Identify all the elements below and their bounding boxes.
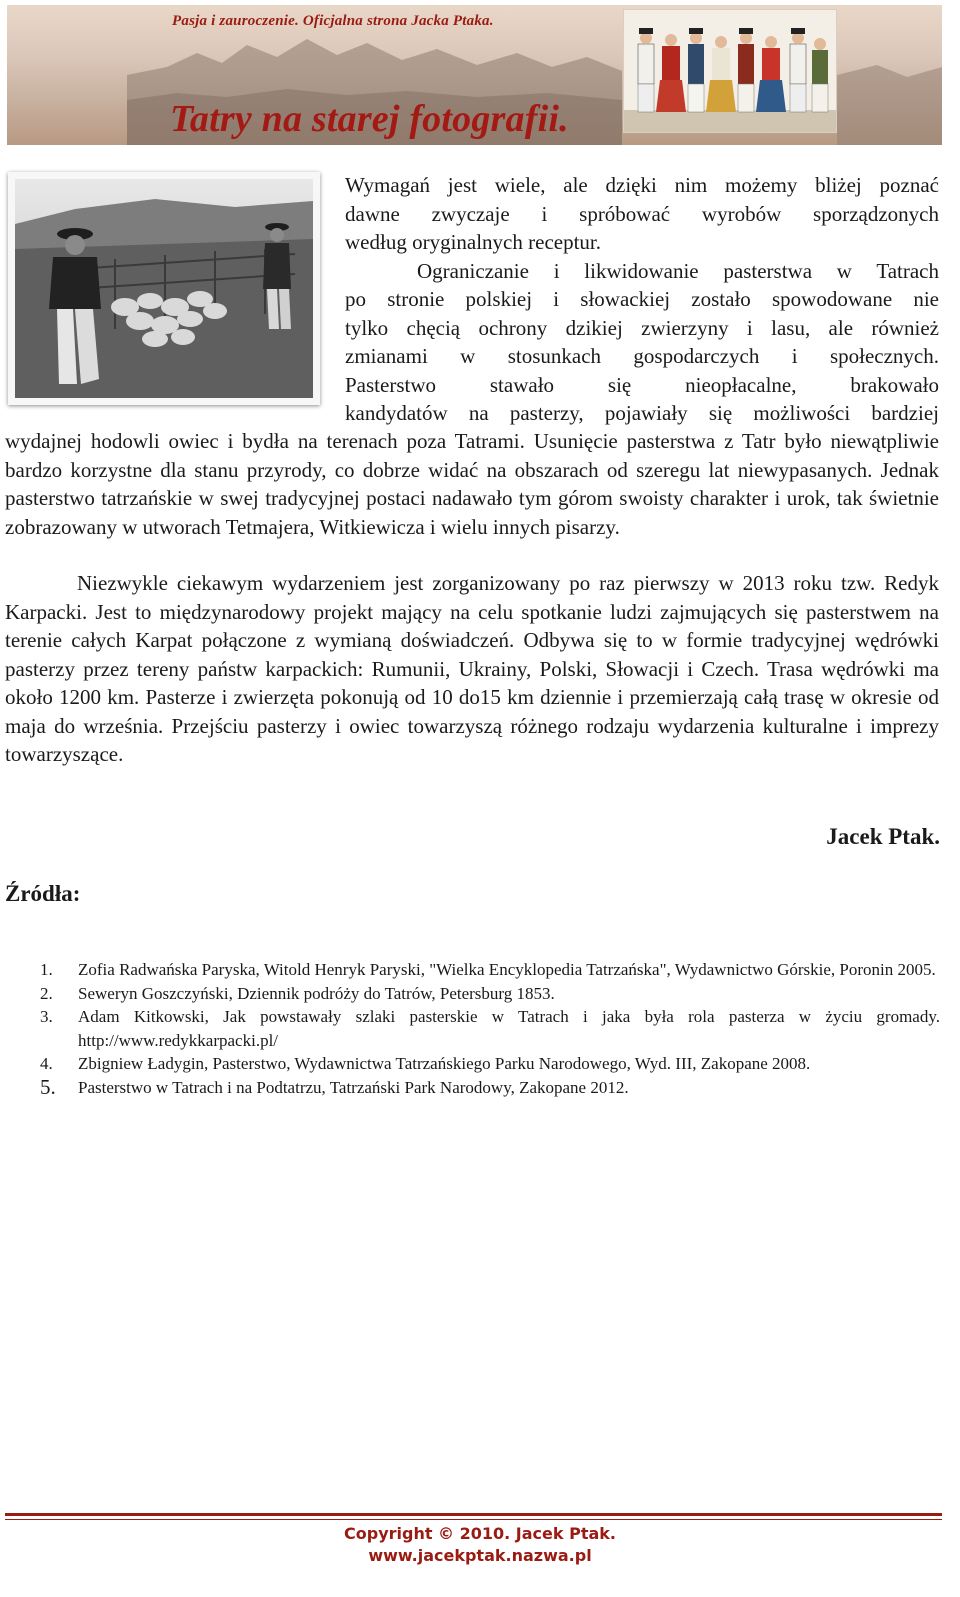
list-item-text: Zbigniew Ładygin, Pasterstwo, Wydawnictwa Tatrzańskiego Parku Narodowego, Wyd. III, Zakopane 2008.	[78, 1054, 811, 1073]
list-item	[40, 982, 940, 1006]
footer-divider	[5, 1513, 942, 1516]
shepherd-photo	[8, 172, 320, 405]
footer-website-link[interactable]: www.jacekptak.nazwa.pl	[368, 1546, 592, 1565]
list-item	[40, 1076, 940, 1100]
list-item-number: 2.	[40, 983, 53, 1003]
text-line: Pasterstwo stawało się nieopłacalne, brakowało	[345, 372, 939, 397]
text-line: po stronie polskiej i słowackiej zostało spowodowane nie	[345, 287, 939, 311]
list-item-number: 5.	[40, 1074, 56, 1099]
header-banner	[7, 5, 942, 145]
sources-heading: Źródła:	[5, 881, 81, 906]
text-line: kandydatów na pasterzy, pojawiały się możliwości bardziej	[345, 401, 939, 425]
folk-costume-illustration	[623, 9, 837, 133]
text-line: dawne zwyczaje i spróbować wyrobów sporządzonych	[345, 201, 939, 226]
text-line: Wymagań jest wiele, ale dzięki nim możemy bliżej poznać	[345, 173, 939, 197]
footer-copyright: Copyright © 2010. Jacek Ptak.	[344, 1524, 616, 1543]
author-signature: Jacek Ptak.	[826, 824, 940, 849]
footer-divider-thin	[5, 1519, 942, 1520]
list-item-text: Zofia Radwańska Paryska, Witold Henryk Paryski, "Wielka Encyklopedia Tatrzańska", Wydawnictwo Górskie, Poronin 2005.	[78, 960, 936, 979]
list-item-text: Adam Kitkowski, Jak powstawały szlaki pasterskie w Tatrach i jaka była rola pasterza w życiu gromady. http://www.redykkarpacki.pl/	[78, 1007, 940, 1050]
intro-paragraph	[345, 171, 939, 428]
list-item-text: Pasterstwo w Tatrach i na Podtatrzu, Tatrzański Park Narodowy, Zakopane 2012.	[78, 1077, 629, 1097]
text-line: zmianami w stosunkach gospodarczych i społecznych.	[345, 344, 939, 368]
text-line: Ograniczanie i likwidowanie pasterstwa w Tatrach	[417, 258, 939, 283]
site-title: Tatry na starej fotografii.	[170, 98, 569, 140]
list-item	[40, 1052, 940, 1076]
redyk-paragraph: Niezwykle ciekawym wydarzeniem jest zorganizowany po raz pierwszy w 2013 roku tzw. Redyk Karpacki. Jest to międzynarodowy projekt mający na celu spotkanie ludzi zajmujących się pasterstwem na terenie całych Karpat połączone z wymianą doświadczeń. Odbywa się to w formie tradycyjnej wędrówki pasterzy przez tereny państw karpackich: Rumunii, Ukrainy, Polski, Słowacji i Czech. Trasa wędrówki ma około 1200 km. Pasterze i zwierzęta pokonują od 10 do15 km dziennie i przemierzają całą trasę w okresie od maja do września. Przejściu pasterzy i owiec towarzyszą różnego rodzaju wydarzenia kulturalne i imprezy towarzyszące.	[5, 571, 939, 766]
list-item	[40, 958, 940, 982]
list-item-number: 1.	[40, 960, 53, 979]
text-line: tylko chęcią ochrony dzikiej zwierzyny i lasu, ale również	[345, 315, 939, 340]
shepherd-photo-image	[15, 179, 313, 398]
list-item-text: Seweryn Goszczyński, Dziennik podróży do Tatrów, Petersburg 1853.	[78, 983, 555, 1003]
list-item-number: 3.	[40, 1007, 53, 1026]
site-tagline: Pasja i zauroczenie. Oficjalna strona Jacka Ptaka.	[172, 13, 494, 29]
pasterstwo-paragraph: wydajnej hodowli owiec i bydła na terenach poza Tatrami. Usunięcie pasterstwa z Tatr było niewątpliwie bardzo korzystne dla stanu przyrody, co dobrze widać na obszarach od szeregu lat niewypasanych. Jednak pasterstwo tatrzańskie w swej tradycyjnej postaci nadawało tym górom swoisty charakter i urok, tak świetnie zobrazowany w utworach Tetmajera, Witkiewicza i wielu innych pisarzy.	[5, 429, 939, 539]
list-item-number: 4.	[40, 1054, 53, 1073]
sources-list	[40, 958, 940, 1099]
text-line: według oryginalnych receptur.	[345, 230, 601, 254]
list-item	[40, 1005, 940, 1052]
